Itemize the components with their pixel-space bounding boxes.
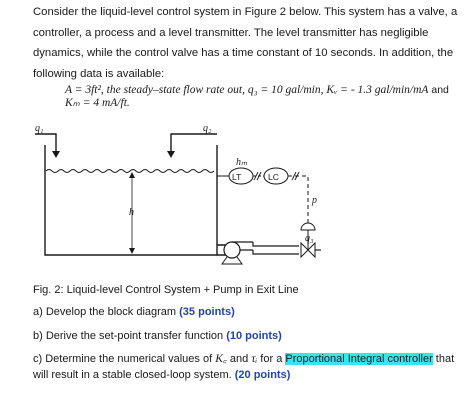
flow-value: q₃ = 10 gal/min, [247, 84, 324, 96]
q3-label: q₃ [305, 233, 314, 244]
h-label: h [129, 207, 134, 218]
question-c-and: and [226, 353, 252, 365]
question-c-text-1: c) Determine the numerical values of [33, 353, 216, 365]
q2-inlet-pipe [171, 134, 217, 151]
question-a-text: a) Develop the block diagram [33, 306, 180, 318]
area-value: A = 3ft², the steady–state flow rate out, [65, 84, 248, 96]
tank-wall [45, 145, 217, 255]
taui-symbol: τᵢ [251, 353, 258, 365]
pi-controller-highlight: Proportional Integral controller [285, 353, 433, 365]
figure-2-diagram [31, 119, 321, 277]
question-b-text: b) Derive the set-point transfer function [33, 330, 227, 342]
figure-caption: Fig. 2: Liquid-level Control System + Pump in Exit Line [33, 284, 299, 296]
q2-label: q₂ [203, 123, 212, 134]
km-value: Kₘ = 4 mA/ft. [65, 97, 130, 109]
hm-label: hₘ [236, 157, 248, 168]
pump [224, 242, 240, 258]
q1-label: q₁ [35, 123, 44, 134]
question-c-points: (20 points) [234, 369, 291, 381]
question-c-text-2: for a [257, 353, 286, 365]
question-a [33, 304, 469, 320]
question-b [33, 328, 469, 344]
kc-symbol: K꜀ [215, 353, 227, 365]
liquid-surface [46, 170, 214, 173]
lt-label: LT [232, 172, 242, 182]
question-b-points: (10 points) [226, 330, 282, 342]
and-word: and [431, 84, 449, 96]
question-c [33, 351, 469, 383]
given-data [65, 84, 469, 110]
p-label: p [312, 195, 317, 206]
lc-label: LC [268, 172, 279, 182]
question-a-points: (35 points) [179, 306, 235, 318]
q1-arrow-head [52, 151, 60, 158]
intro-paragraph: Consider the liquid-level control system in Figure 2 below. This system has a valve, a controller, a process and a level transmitter. The level transmitter has negligible dynamics, while the control valve has a time constant of 10 seconds. In addition, the following data is available: [33, 6, 458, 80]
q2-arrow-head [167, 151, 175, 158]
controller-signal-line [288, 176, 308, 227]
kv-value: Kᵥ = - 1.3 gal/min/mA [326, 84, 429, 96]
question-c-text-3: that will result in a stable closed-loop system. [33, 353, 455, 381]
